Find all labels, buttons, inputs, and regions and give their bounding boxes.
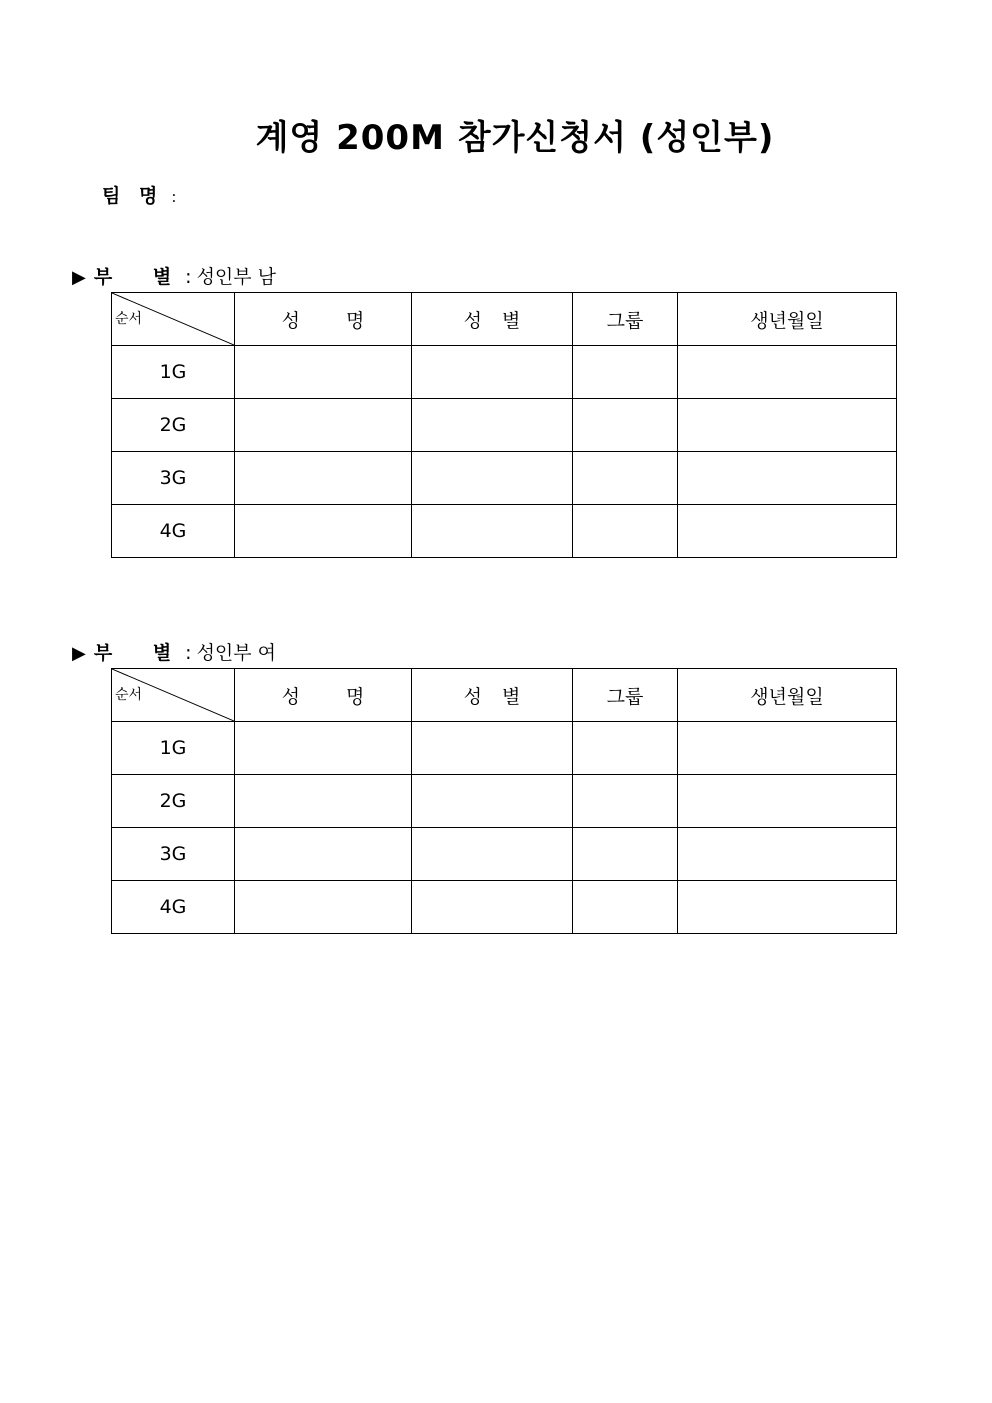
name-header: 성 명	[235, 669, 412, 722]
table-row	[112, 775, 897, 828]
table-row	[112, 452, 897, 505]
order-cell: 3G	[112, 452, 235, 505]
pointer-triangle-icon: ▶	[72, 267, 86, 288]
order-cell: 1G	[112, 346, 235, 399]
name-cell[interactable]	[235, 346, 412, 399]
team-name-colon: :	[171, 188, 177, 206]
group-cell[interactable]	[573, 452, 678, 505]
table-row	[112, 346, 897, 399]
birthdate-cell[interactable]	[678, 505, 897, 558]
gender-cell[interactable]	[412, 881, 573, 934]
gender-cell[interactable]	[412, 828, 573, 881]
order-cell: 1G	[112, 722, 235, 775]
table-row	[112, 722, 897, 775]
order-header-label: 순서	[115, 687, 143, 703]
order-header-cell	[112, 669, 235, 722]
gender-header: 성 별	[412, 293, 573, 346]
birthdate-cell[interactable]	[678, 828, 897, 881]
name-cell[interactable]	[235, 452, 412, 505]
order-cell: 2G	[112, 399, 235, 452]
division-line-2	[72, 638, 276, 665]
gender-cell[interactable]	[412, 452, 573, 505]
group-header: 그룹	[573, 669, 678, 722]
name-cell[interactable]	[235, 399, 412, 452]
order-cell: 4G	[112, 505, 235, 558]
birthdate-header: 생년월일	[678, 669, 897, 722]
table-header-row	[112, 293, 897, 346]
division-label: 부 별	[93, 266, 172, 288]
birthdate-header: 생년월일	[678, 293, 897, 346]
team-name-label: 팀 명	[102, 185, 164, 207]
name-cell[interactable]	[235, 881, 412, 934]
name-cell[interactable]	[235, 828, 412, 881]
gender-cell[interactable]	[412, 346, 573, 399]
name-cell[interactable]	[235, 505, 412, 558]
gender-cell[interactable]	[412, 399, 573, 452]
team-name-line	[102, 181, 182, 208]
name-cell[interactable]	[235, 775, 412, 828]
division-line-1	[72, 262, 276, 289]
division-label: 부 별	[93, 642, 172, 664]
gender-header: 성 별	[412, 669, 573, 722]
group-cell[interactable]	[573, 505, 678, 558]
gender-cell[interactable]	[412, 775, 573, 828]
birthdate-cell[interactable]	[678, 722, 897, 775]
birthdate-cell[interactable]	[678, 346, 897, 399]
group-cell[interactable]	[573, 399, 678, 452]
group-cell[interactable]	[573, 722, 678, 775]
division-value: 성인부 남	[196, 266, 277, 288]
birthdate-cell[interactable]	[678, 881, 897, 934]
group-cell[interactable]	[573, 346, 678, 399]
division-colon: :	[185, 642, 192, 664]
order-cell: 3G	[112, 828, 235, 881]
table-row	[112, 505, 897, 558]
gender-cell[interactable]	[412, 505, 573, 558]
name-cell[interactable]	[235, 722, 412, 775]
table-row	[112, 828, 897, 881]
group-cell[interactable]	[573, 881, 678, 934]
entry-table-female	[111, 668, 897, 934]
group-cell[interactable]	[573, 775, 678, 828]
birthdate-cell[interactable]	[678, 775, 897, 828]
division-colon: :	[185, 266, 192, 288]
group-header: 그룹	[573, 293, 678, 346]
division-value: 성인부 여	[196, 642, 277, 664]
order-cell: 4G	[112, 881, 235, 934]
entry-table-male	[111, 292, 897, 558]
group-cell[interactable]	[573, 828, 678, 881]
page-title: 계영 200M 참가신청서 (성인부)	[255, 118, 775, 158]
name-header: 성 명	[235, 293, 412, 346]
table-row	[112, 881, 897, 934]
order-header-cell	[112, 293, 235, 346]
birthdate-cell[interactable]	[678, 399, 897, 452]
pointer-triangle-icon: ▶	[72, 643, 86, 664]
order-cell: 2G	[112, 775, 235, 828]
birthdate-cell[interactable]	[678, 452, 897, 505]
gender-cell[interactable]	[412, 722, 573, 775]
order-header-label: 순서	[115, 311, 143, 327]
table-header-row	[112, 669, 897, 722]
table-row	[112, 399, 897, 452]
